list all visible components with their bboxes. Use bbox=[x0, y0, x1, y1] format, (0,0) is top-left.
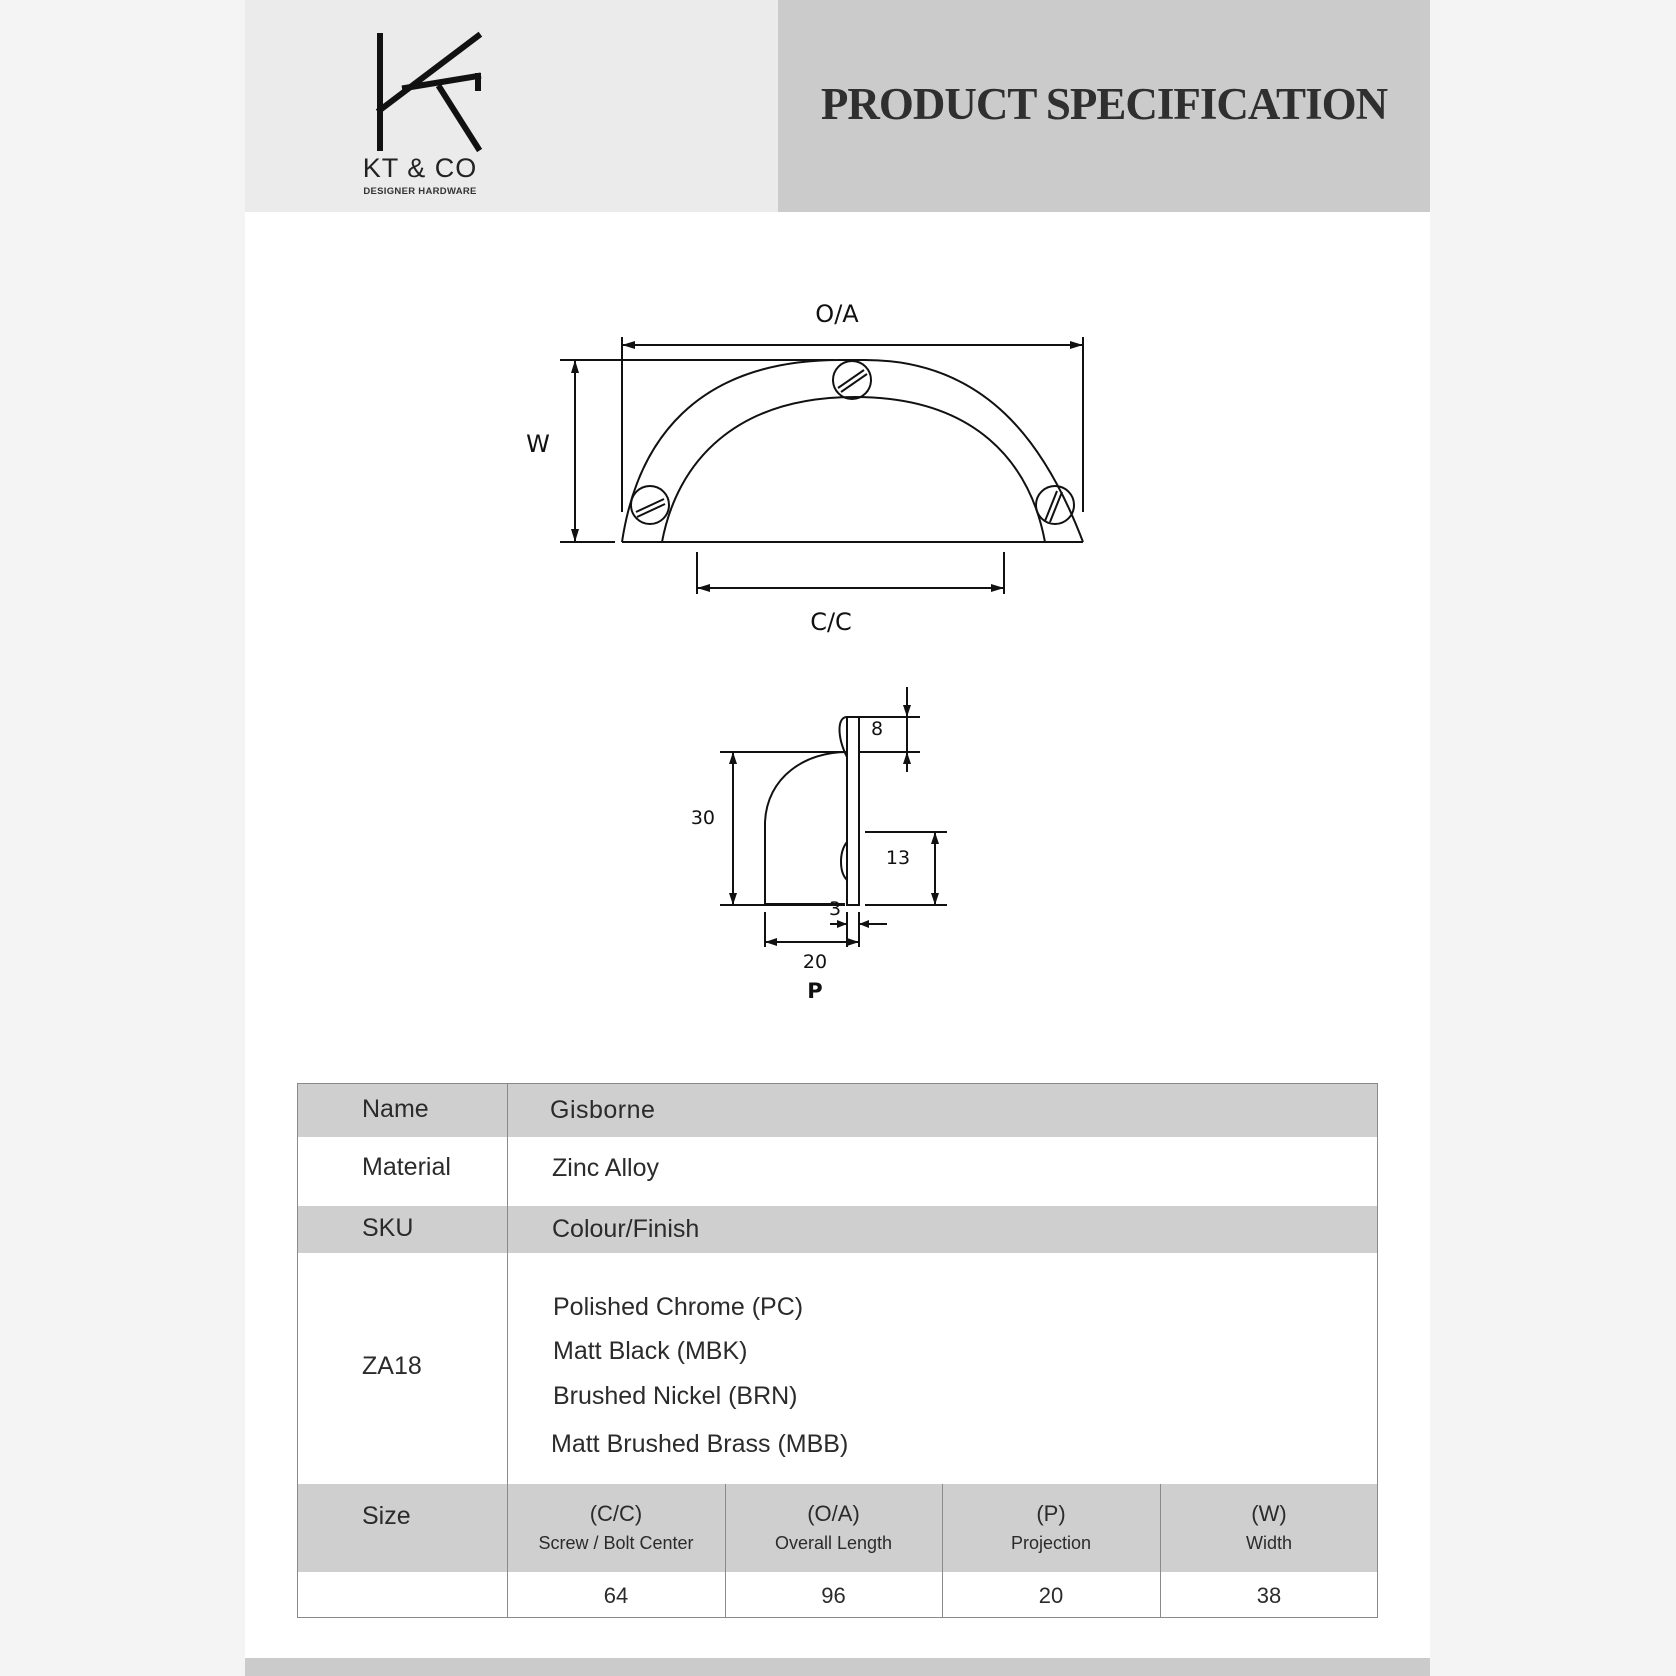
material-value: Zinc Alloy bbox=[552, 1154, 659, 1182]
finish-item: Matt Black (MBK) bbox=[553, 1337, 748, 1365]
name-label: Name bbox=[362, 1095, 429, 1123]
size-col-desc: Screw / Bolt Center bbox=[538, 1533, 694, 1553]
size-col-abbr: (W) bbox=[1251, 1501, 1287, 1526]
kt-logo-icon bbox=[360, 30, 485, 155]
size-col-w bbox=[1160, 1501, 1378, 1554]
header-title-panel bbox=[778, 0, 1430, 212]
handle-outer-arc bbox=[622, 360, 1083, 542]
table-divider bbox=[1160, 1484, 1161, 1617]
header-logo-panel bbox=[245, 0, 778, 212]
table-border bbox=[1377, 1083, 1378, 1617]
table-border bbox=[297, 1083, 298, 1617]
size-value-w: 38 bbox=[1256, 1583, 1282, 1608]
size-value-oa: 96 bbox=[821, 1583, 846, 1608]
finish-item: Brushed Nickel (BRN) bbox=[553, 1382, 798, 1410]
side-dim-height: 30 bbox=[690, 807, 715, 829]
finish-item: Polished Chrome (PC) bbox=[553, 1293, 804, 1321]
sku-label: SKU bbox=[362, 1214, 414, 1242]
brand-tagline: DESIGNER HARDWARE bbox=[363, 186, 477, 197]
size-col-abbr: (P) bbox=[1036, 1501, 1066, 1526]
handle-cup-profile bbox=[765, 752, 847, 904]
table-row-size-values bbox=[297, 1572, 1378, 1617]
size-col-desc: Width bbox=[1245, 1533, 1292, 1553]
table-row-name bbox=[297, 1083, 1378, 1137]
table-row-sku bbox=[297, 1253, 1378, 1484]
size-col-desc: Overall Length bbox=[774, 1533, 893, 1553]
projection-label: P bbox=[807, 979, 823, 1003]
table-divider bbox=[507, 1083, 508, 1617]
screw-top-icon bbox=[833, 361, 871, 399]
finish-item: Matt Brushed Brass (MBB) bbox=[551, 1430, 849, 1458]
table-row-size-header bbox=[297, 1484, 1378, 1572]
center-label: C/C bbox=[810, 608, 852, 636]
size-value-cc: 64 bbox=[603, 1583, 629, 1608]
table-row-sku-header bbox=[297, 1206, 1378, 1253]
side-dim-thickness: 3 bbox=[828, 898, 842, 920]
size-col-oa bbox=[725, 1501, 942, 1554]
brand-name: KT & CO bbox=[362, 153, 478, 183]
size-col-abbr: (O/A) bbox=[807, 1501, 860, 1526]
side-dim-top: 8 bbox=[871, 718, 884, 740]
material-label: Material bbox=[362, 1153, 451, 1181]
size-col-abbr: (C/C) bbox=[589, 1501, 643, 1526]
handle-inner-arc bbox=[662, 397, 1045, 542]
spec-sheet bbox=[245, 0, 1430, 1676]
overall-length-label: O/A bbox=[815, 300, 859, 328]
technical-drawing bbox=[245, 212, 1430, 1062]
size-col-p bbox=[942, 1501, 1160, 1554]
handle-backplate bbox=[847, 717, 859, 905]
size-value-p: 20 bbox=[1038, 1583, 1064, 1608]
table-border bbox=[297, 1083, 1378, 1084]
table-border bbox=[297, 1617, 1378, 1618]
size-col-desc: Projection bbox=[1010, 1533, 1092, 1553]
size-col-cc bbox=[507, 1501, 725, 1554]
size-label: Size bbox=[362, 1502, 411, 1530]
width-label: W bbox=[526, 430, 550, 458]
name-value: Gisborne bbox=[550, 1096, 656, 1124]
sku-value: ZA18 bbox=[362, 1352, 422, 1380]
side-dim-mount: 13 bbox=[885, 847, 911, 869]
table-divider bbox=[725, 1484, 726, 1617]
side-dim-projection: 20 bbox=[802, 951, 828, 973]
table-row-material bbox=[297, 1137, 1378, 1206]
finish-label: Colour/Finish bbox=[552, 1215, 700, 1243]
page-title: PRODUCT SPECIFICATION bbox=[820, 79, 1388, 129]
table-divider bbox=[942, 1484, 943, 1617]
footer-bar bbox=[245, 1658, 1430, 1676]
